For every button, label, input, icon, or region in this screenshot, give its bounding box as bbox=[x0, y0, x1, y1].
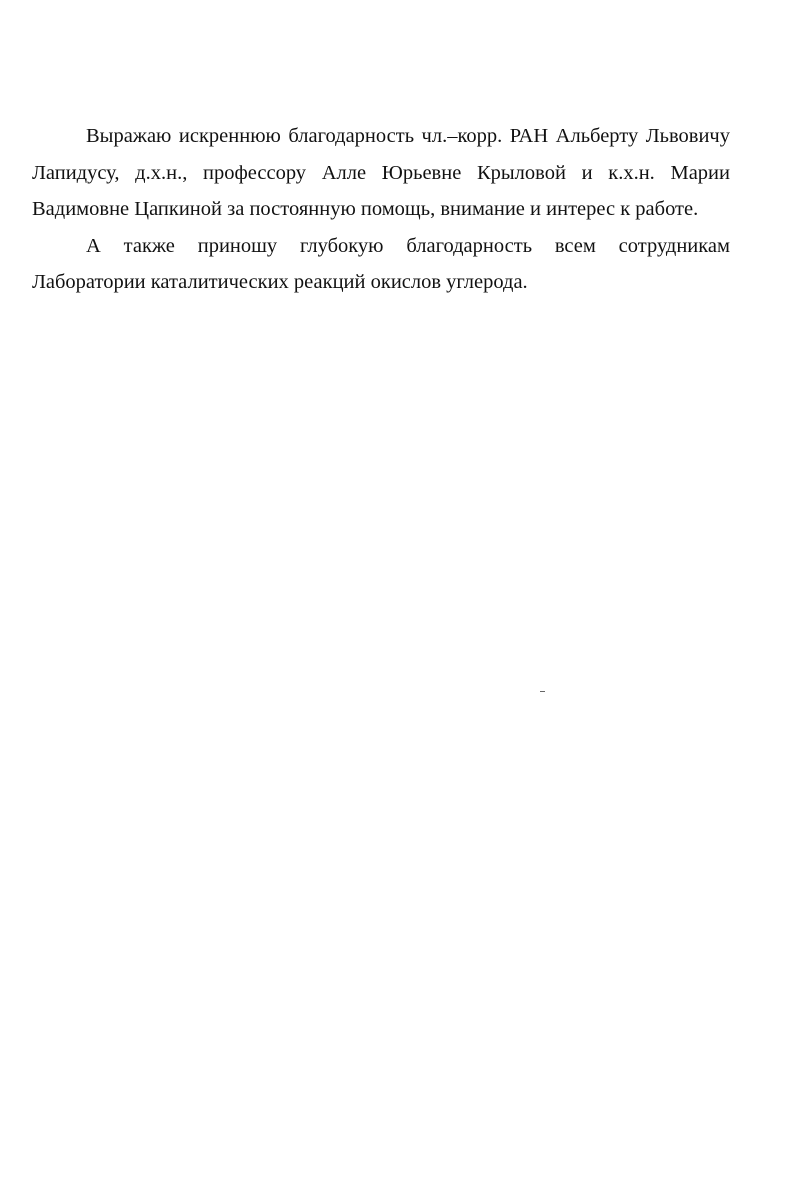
scan-speck bbox=[540, 691, 545, 692]
acknowledgements-text bbox=[32, 118, 730, 301]
acknowledgement-paragraph-1: Выражаю искреннюю благодарность чл.–корр. РАН Альберту Львовичу Лапидусу, д.х.н., профессору Алле Юрьевне Крыловой и к.х.н. Марии Вадимовне Цапкиной за постоянную помощь, внимание и интерес к работе. bbox=[32, 125, 730, 220]
acknowledgement-paragraph-2: А также приношу глубокую благодарность всем сотрудникам Лаборатории каталитических реакций окислов углерода. bbox=[32, 234, 730, 293]
